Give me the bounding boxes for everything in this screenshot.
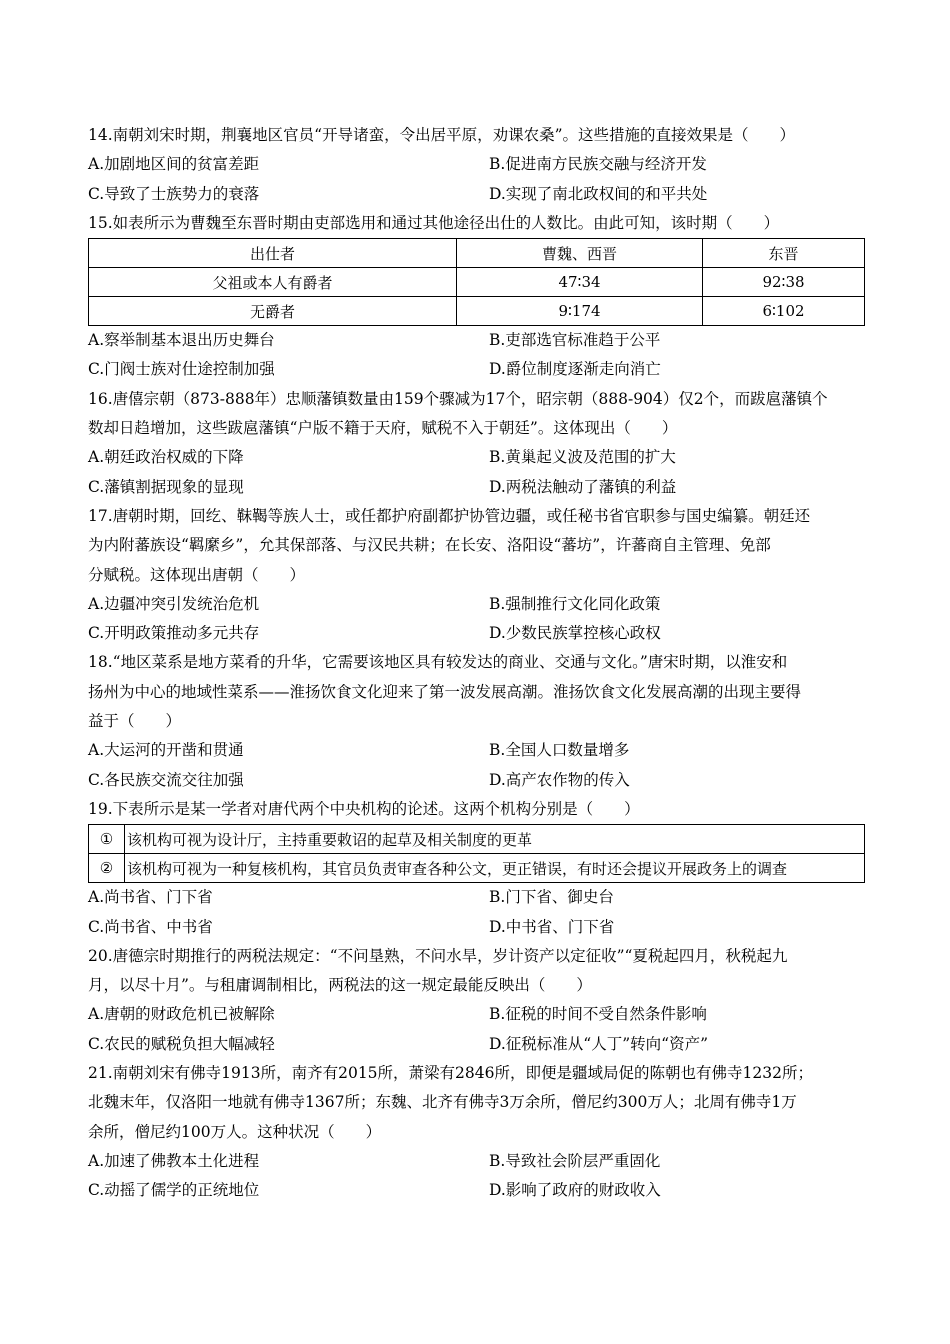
q16-option-d: D.两税法触动了藩镇的利益 bbox=[489, 477, 677, 496]
q15-table-row bbox=[89, 268, 865, 297]
q21-options-row-2 bbox=[88, 1176, 864, 1205]
q17-stem-line-1: 17.唐朝时期，回纥、靺鞨等族人士，或任都护府副都护协管边疆，或任秘书省官职参与国史编纂。朝廷还 bbox=[88, 506, 811, 525]
q15-stem: 15.如表所示为曹魏至东晋时期由吏部选用和通过其他途径出仕的人数比。由此可知，该时期（ ） bbox=[88, 213, 780, 232]
q18-options-row-2 bbox=[88, 766, 864, 795]
q17-stem-line-3: 分赋税。这体现出唐朝（ ） bbox=[88, 565, 306, 584]
exam-page bbox=[88, 121, 864, 1206]
q16-options-row-2 bbox=[88, 473, 864, 502]
q15-table-row bbox=[89, 297, 865, 326]
q19-options-row-1 bbox=[88, 883, 864, 912]
q19-row-number: ② bbox=[89, 854, 125, 883]
q16-options-row-1 bbox=[88, 443, 864, 472]
q16-option-c: C.藩镇割据现象的显现 bbox=[88, 477, 244, 496]
q19-row-number: ① bbox=[89, 825, 125, 854]
q15-table bbox=[88, 238, 865, 326]
q15-option-d: D.爵位制度逐渐走向消亡 bbox=[489, 360, 661, 379]
q19-row-text: 该机构可视为一种复核机构，其官员负责审查各种公文，更正错误，有时还会提议开展政务上的调查 bbox=[125, 854, 865, 883]
q17-options-row-2 bbox=[88, 619, 864, 648]
q20-option-a: A.唐朝的财政危机已被解除 bbox=[88, 1005, 275, 1024]
q17-option-d: D.少数民族掌控核心政权 bbox=[489, 624, 661, 643]
q21-stem-line-3: 余所，僧尼约100万人。这种状况（ ） bbox=[88, 1122, 382, 1141]
q19-row-text: 该机构可视为设计厅，主持重要敕诏的起草及相关制度的更革 bbox=[125, 825, 865, 854]
q18-stem-line-1: 18.“地区菜系是地方菜肴的升华，它需要该地区具有较发达的商业、交通与文化。”唐宋时期，以淮安和 bbox=[88, 653, 788, 672]
q15-option-b: B.吏部选官标准趋于公平 bbox=[489, 331, 661, 350]
q15-header-cell: 曹魏、西晋 bbox=[457, 239, 703, 268]
q16-option-b: B.黄巢起义波及范围的扩大 bbox=[489, 448, 676, 467]
q20-option-b: B.征税的时间不受自然条件影响 bbox=[489, 1005, 707, 1024]
q19-option-b: B.门下省、御史台 bbox=[489, 888, 614, 907]
q15-header-cell: 出仕者 bbox=[89, 239, 457, 268]
q19-table-row bbox=[89, 854, 865, 883]
q14-options-row-2 bbox=[88, 180, 864, 209]
q15-option-c: C.门阀士族对仕途控制加强 bbox=[88, 360, 275, 379]
q16-option-a: A.朝廷政治权威的下降 bbox=[88, 448, 244, 467]
q18-option-c: C.各民族交流交往加强 bbox=[88, 770, 244, 789]
q19-options-row-2 bbox=[88, 913, 864, 942]
q19-table bbox=[88, 824, 865, 883]
q18-stem-line-2: 扬州为中心的地域性菜系——淮扬饮食文化迎来了第一波发展高潮。淮扬饮食文化发展高潮的出现主要得 bbox=[88, 682, 802, 701]
q18-option-a: A.大运河的开凿和贯通 bbox=[88, 741, 244, 760]
q20-option-c: C.农民的赋税负担大幅减轻 bbox=[88, 1034, 275, 1053]
q15-options-row-2 bbox=[88, 355, 864, 384]
q20-options-row-1 bbox=[88, 1000, 864, 1029]
q14-options-row-1 bbox=[88, 150, 864, 179]
q14-option-b: B.促进南方民族交融与经济开发 bbox=[489, 155, 707, 174]
q19-stem: 19.下表所示是某一学者对唐代两个中央机构的论述。这两个机构分别是（ ） bbox=[88, 799, 640, 818]
q16-stem-line-1: 16.唐僖宗朝（873-888年）忠顺藩镇数量由159个骤减为17个，昭宗朝（888-904）仅2个，而跋扈藩镇个 bbox=[88, 389, 828, 408]
q15-table-cell: 47∶34 bbox=[457, 268, 703, 297]
q15-option-a: A.察举制基本退出历史舞台 bbox=[88, 331, 275, 350]
q18-options-row-1 bbox=[88, 736, 864, 765]
q15-table-cell: 父祖或本人有爵者 bbox=[89, 268, 457, 297]
q14-option-d: D.实现了南北政权间的和平共处 bbox=[489, 184, 708, 203]
q15-table-cell: 9∶174 bbox=[457, 297, 703, 326]
q21-stem-line-2: 北魏末年，仅洛阳一地就有佛寺1367所；东魏、北齐有佛寺3万余所，僧尼约300万人；北周有佛寺1万 bbox=[88, 1093, 797, 1112]
q19-option-c: C.尚书省、中书省 bbox=[88, 917, 213, 936]
q18-stem-line-3: 益于（ ） bbox=[88, 712, 182, 731]
q19-option-d: D.中书省、门下省 bbox=[489, 917, 615, 936]
q15-table-header-row bbox=[89, 239, 865, 268]
q19-option-a: A.尚书省、门下省 bbox=[88, 888, 213, 907]
q20-stem-line-2: 月，以尽十月”。与租庸调制相比，两税法的这一规定最能反映出（ ） bbox=[88, 976, 592, 995]
q17-stem-line-2: 为内附蕃族设“羁縻乡”，允其保部落、与汉民共耕；在长安、洛阳设“蕃坊”，许蕃商自主管理、免部 bbox=[88, 536, 771, 555]
q14-option-c: C.导致了士族势力的衰落 bbox=[88, 184, 260, 203]
q19-table-row bbox=[89, 825, 865, 854]
q21-option-a: A.加速了佛教本土化进程 bbox=[88, 1151, 260, 1170]
q17-option-a: A.边疆冲突引发统治危机 bbox=[88, 594, 260, 613]
q21-options-row-1 bbox=[88, 1147, 864, 1176]
q20-options-row-2 bbox=[88, 1030, 864, 1059]
q18-option-d: D.高产农作物的传入 bbox=[489, 770, 630, 789]
q18-option-b: B.全国人口数量增多 bbox=[489, 741, 630, 760]
q15-table-cell: 6∶102 bbox=[703, 297, 865, 326]
q17-options-row-1 bbox=[88, 590, 864, 619]
q14-option-a: A.加剧地区间的贫富差距 bbox=[88, 155, 260, 174]
q17-option-c: C.开明政策推动多元共存 bbox=[88, 624, 260, 643]
q17-option-b: B.强制推行文化同化政策 bbox=[489, 594, 661, 613]
q16-stem-line-2: 数却日趋增加，这些跋扈藩镇“户版不籍于天府，赋税不入于朝廷”。这体现出（ ） bbox=[88, 419, 678, 438]
q20-stem-line-1: 20.唐德宗时期推行的两税法规定：“不问垦熟，不问水旱，岁计资产以定征收”“夏税起四月，秋税起九 bbox=[88, 946, 788, 965]
q21-option-c: C.动摇了儒学的正统地位 bbox=[88, 1181, 260, 1200]
q15-header-cell: 东晋 bbox=[703, 239, 865, 268]
q21-option-d: D.影响了政府的财政收入 bbox=[489, 1181, 661, 1200]
q15-table-cell: 92∶38 bbox=[703, 268, 865, 297]
q21-option-b: B.导致社会阶层严重固化 bbox=[489, 1151, 661, 1170]
q21-stem-line-1: 21.南朝刘宋有佛寺1913所，南齐有2015所，萧梁有2846所，即便是疆域局促的陈朝也有佛寺1232所； bbox=[88, 1064, 813, 1083]
q14-stem: 14.南朝刘宋时期，荆襄地区官员“开导诸蛮，令出居平原，劝课农桑”。这些措施的直接效果是（ ） bbox=[88, 126, 796, 144]
q15-options-row-1 bbox=[88, 326, 864, 355]
q20-option-d: D.征税标准从“人丁”转向“资产” bbox=[489, 1034, 708, 1053]
q15-table-cell: 无爵者 bbox=[89, 297, 457, 326]
